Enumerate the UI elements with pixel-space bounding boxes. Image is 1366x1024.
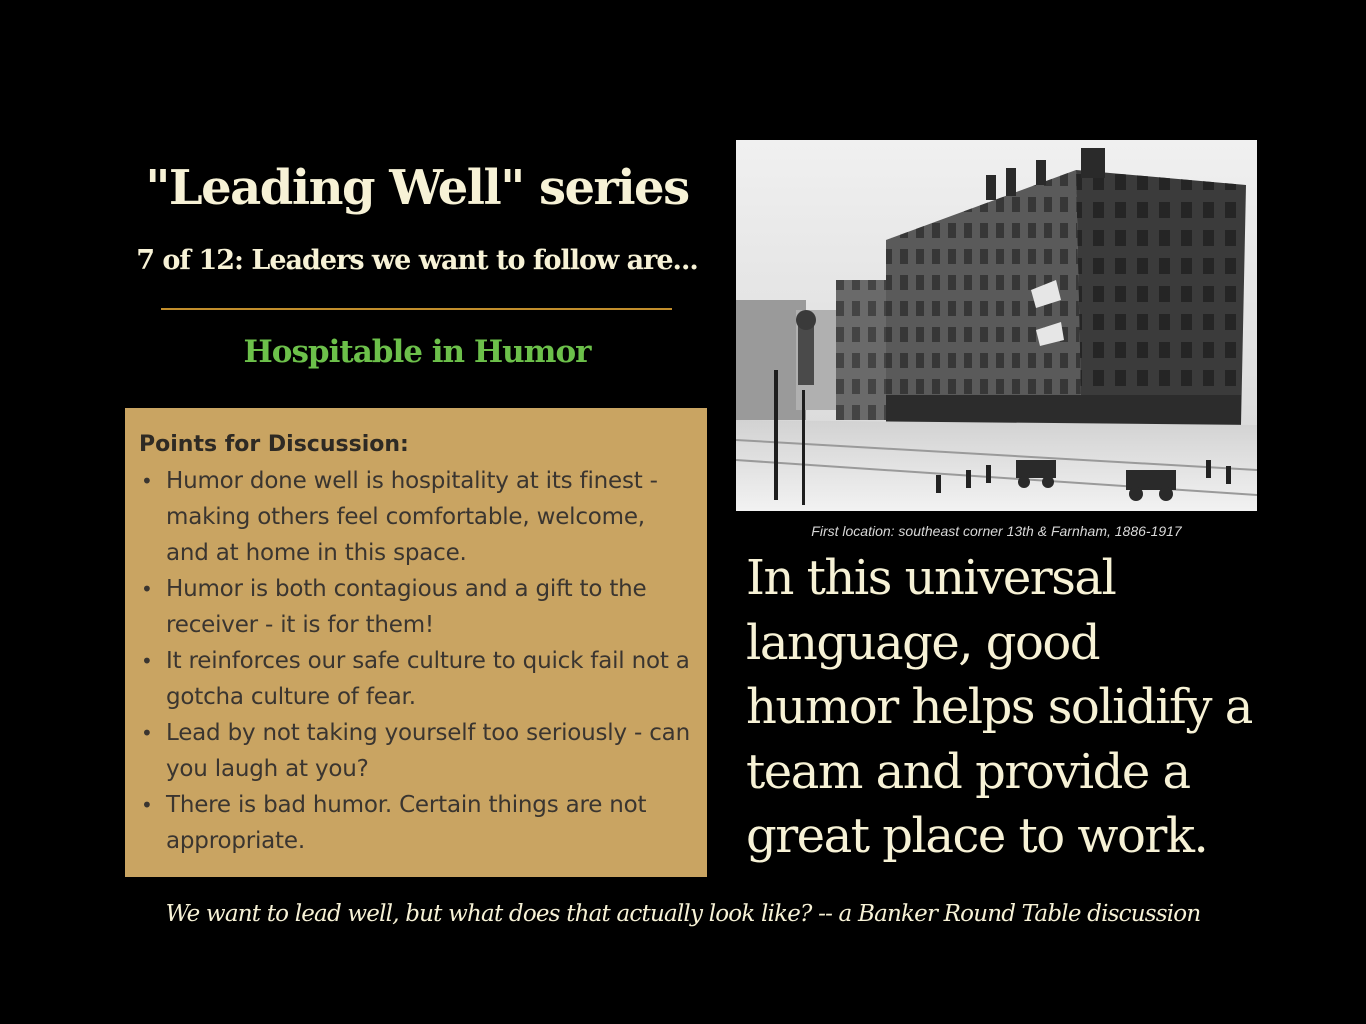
bullet-icon: • <box>141 469 153 493</box>
quote-line: team and provide a <box>746 743 1190 800</box>
photo-caption: First location: southeast corner 13th & Farnham, 1886-1917 <box>811 523 1182 539</box>
bullet-icon: • <box>141 721 153 745</box>
topic-title: Hospitable in Humor <box>243 334 591 370</box>
discussion-heading: Points for Discussion: <box>139 432 409 457</box>
quote-line: humor helps solidify a <box>746 679 1252 735</box>
building-illustration <box>736 140 1257 511</box>
list-item-text: It reinforces our safe culture to quick fail not a gotcha culture of fear. <box>166 648 690 710</box>
discussion-list <box>139 463 693 859</box>
quote-line: great place to work. <box>746 808 1208 864</box>
list-item-text: Humor is both contagious and a gift to the receiver - it is for them! <box>166 576 647 638</box>
list-item-text: Humor done well is hospitality at its finest - making others feel comfortable, welcome, and at home in this space. <box>166 468 658 566</box>
bullet-icon: • <box>141 649 153 673</box>
list-item <box>139 571 693 643</box>
historic-building-photo <box>736 140 1257 511</box>
quote-line: In this universal <box>746 550 1116 606</box>
list-item <box>139 463 693 571</box>
list-item-text: Lead by not taking yourself too seriously - can you laugh at you? <box>166 720 690 782</box>
session-subtitle: 7 of 12: Leaders we want to follow are... <box>136 245 698 276</box>
quote-line: language, good <box>746 614 1100 671</box>
main-quote <box>746 546 1356 869</box>
discussion-box <box>125 408 707 877</box>
list-item <box>139 715 693 787</box>
series-title: "Leading Well" series <box>145 160 689 216</box>
bullet-icon: • <box>141 577 153 601</box>
bullet-icon: • <box>141 793 153 817</box>
list-item <box>139 643 693 715</box>
list-item-text: There is bad humor. Certain things are not appropriate. <box>166 792 647 854</box>
divider-line <box>161 308 672 310</box>
list-item <box>139 787 693 859</box>
footer-caption: We want to lead well, but what does that actually look like? -- a Banker Round Table discussion <box>165 901 1201 927</box>
